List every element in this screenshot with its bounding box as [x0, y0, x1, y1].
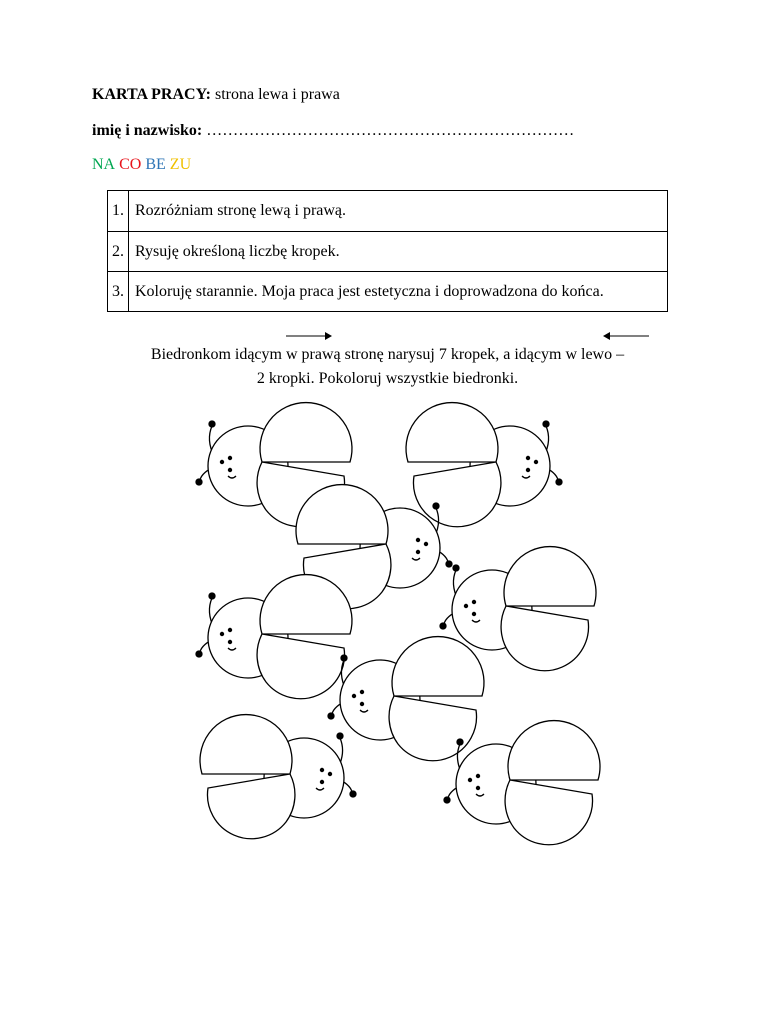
ladybug-left [444, 721, 600, 845]
table-row [108, 191, 668, 232]
ladybug-left [328, 637, 484, 761]
goal-text: Koloruję starannie. Moja praca jest estetyczna i doprowadzona do końca. [129, 272, 668, 312]
goal-text: Rysuję określoną liczbę kropek. [129, 232, 668, 272]
right-arrow-icon [285, 330, 333, 342]
table-row [108, 232, 668, 272]
ladybug-left [196, 575, 352, 699]
table-row [108, 272, 668, 312]
goal-number: 2. [108, 232, 129, 272]
instruction [107, 343, 668, 391]
ladybug-right [406, 403, 562, 527]
name-field [92, 122, 574, 140]
left-arrow-icon [602, 330, 650, 342]
code-be: BE [145, 156, 166, 173]
nacobezu-code [92, 156, 195, 174]
goal-number: 3. [108, 272, 129, 312]
goal-text: Rozróżniam stronę lewą i prawą. [129, 191, 668, 232]
title-label: KARTA PRACY: [92, 86, 211, 103]
title-topic: strona lewa i prawa [215, 86, 340, 103]
ladybug-left [196, 403, 352, 527]
code-co: CO [119, 156, 142, 173]
code-zu: ZU [169, 156, 192, 173]
ladybug-left [440, 547, 596, 671]
name-label: imię i nazwisko: [92, 122, 203, 139]
ladybug-right [200, 715, 356, 839]
instruction-line-2: 2 kropki. Pokoloruj wszystkie biedronki. [256, 370, 519, 387]
instruction-line-1: Biedronkom idącym w prawą stronę narysuj 7 kropek, a idącym w lewo – [150, 346, 625, 363]
worksheet-title [92, 86, 340, 104]
ladybug-right [296, 485, 452, 609]
name-dots: …………………………………………………………… [206, 122, 575, 139]
goal-number: 1. [108, 191, 129, 232]
goals-table [107, 190, 668, 312]
code-na: NA [92, 156, 116, 173]
